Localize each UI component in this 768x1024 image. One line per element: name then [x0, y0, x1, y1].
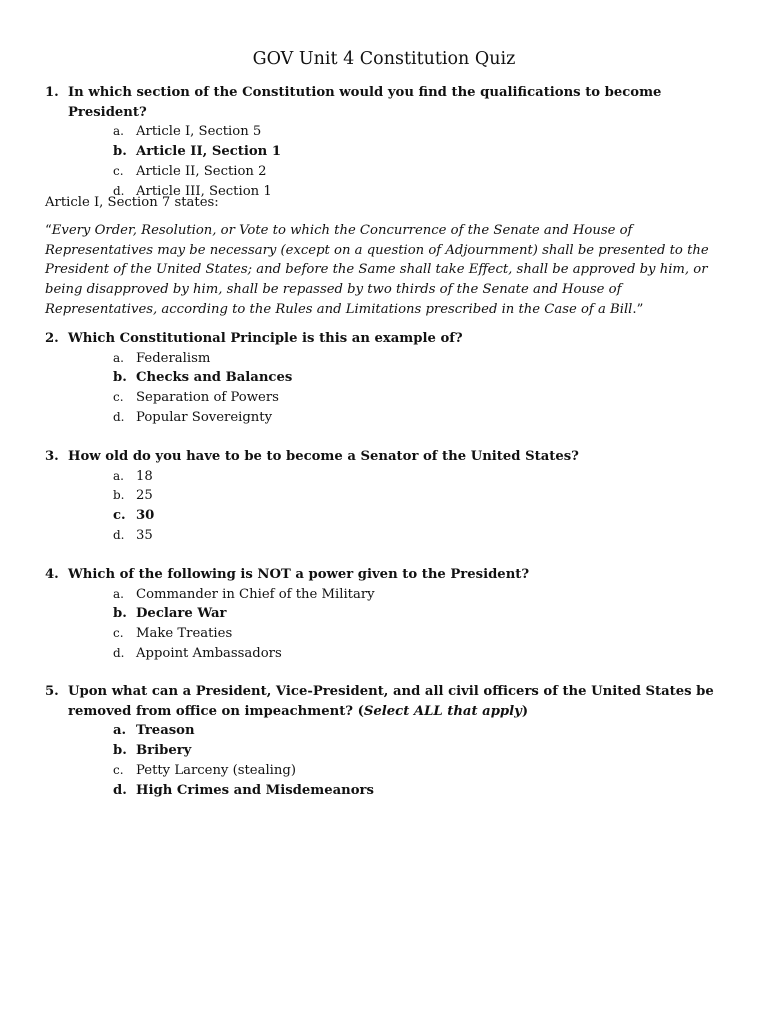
question-text: [68, 682, 725, 721]
option-b: [45, 142, 725, 162]
option-letter: a.: [113, 124, 124, 139]
option-text: 35: [136, 527, 153, 543]
option-a: [45, 122, 725, 142]
question-text: Which of the following is NOT a power given to the President?: [68, 567, 530, 582]
option-text: Checks and Balances: [136, 370, 293, 386]
option-c: [45, 506, 725, 526]
answer-options: [45, 349, 725, 428]
question-text: How old do you have to be to become a Senator of the United States?: [68, 449, 579, 464]
option-letter: b.: [113, 370, 127, 386]
option-letter: b.: [113, 144, 127, 160]
option-text: Article III, Section 1: [136, 183, 272, 199]
option-letter: b.: [113, 743, 127, 759]
option-text: Separation of Powers: [136, 390, 279, 406]
question-4-prompt: [45, 565, 725, 585]
question-number: 1.: [45, 85, 59, 100]
option-text: 18: [136, 468, 153, 484]
question-3: [45, 447, 725, 546]
option-text: Commander in Chief of the Military: [136, 586, 375, 602]
option-text: Bribery: [136, 743, 192, 759]
question-2: [45, 329, 725, 428]
option-letter: c.: [113, 390, 124, 405]
answer-options: [45, 467, 725, 546]
close-quote: .”: [632, 301, 644, 317]
question-1-prompt: [45, 83, 725, 122]
option-c: [45, 388, 725, 408]
question-3-prompt: [45, 447, 725, 467]
option-text: 30: [136, 508, 155, 524]
answer-options: [45, 122, 725, 201]
question-1: [45, 83, 725, 201]
option-letter: a.: [113, 350, 124, 365]
option-text: Petty Larceny (stealing): [136, 762, 296, 778]
question-number: 5.: [45, 684, 59, 699]
option-letter: b.: [113, 606, 127, 622]
option-c: [45, 761, 725, 781]
option-b: [45, 604, 725, 624]
option-letter: a.: [113, 723, 127, 739]
option-d: [45, 644, 725, 664]
option-letter: d.: [113, 645, 125, 660]
question-text: Which Constitutional Principle is this an example of?: [68, 331, 463, 346]
page-title: GOV Unit 4 Constitution Quiz: [252, 49, 516, 69]
question-number: 3.: [45, 449, 59, 464]
open-quote: “: [45, 223, 52, 238]
option-text: Article I, Section 5: [136, 124, 262, 140]
option-d: [45, 408, 725, 428]
passage-intro: Article I, Section 7 states:: [45, 195, 219, 210]
option-c: [45, 162, 725, 182]
option-b: [45, 486, 725, 506]
option-text: Make Treaties: [136, 626, 233, 642]
option-text: Declare War: [136, 606, 227, 622]
answer-options: [45, 585, 725, 664]
option-a: [45, 349, 725, 369]
option-text: Article II, Section 2: [136, 163, 267, 179]
option-text: Federalism: [136, 350, 211, 366]
option-text: 25: [136, 488, 153, 504]
option-letter: d.: [113, 527, 125, 542]
option-a: [45, 585, 725, 605]
question-text: In which section of the Constitution would you find the qualifications to become President?: [68, 85, 662, 120]
option-letter: c.: [113, 163, 124, 178]
option-letter: d.: [113, 409, 125, 424]
question-text-main: Upon what can a President, Vice-President, and all civil officers of the United States be removed from office on impeachment? (: [68, 684, 714, 719]
option-letter: a.: [113, 586, 124, 601]
question-number: 4.: [45, 567, 59, 582]
option-letter: c.: [113, 762, 124, 777]
option-letter: c.: [113, 508, 126, 524]
option-letter: a.: [113, 468, 124, 483]
passage-quote: [45, 221, 725, 320]
quote-body: Every Order, Resolution, or Vote to which the Concurrence of the Senate and House of Representatives may be necessary (except on a question of Adjournment) shall be presented to the President of the United States; and before the Same shall take Effect, shall be approved by him, or being disapproved by him, shall be repassed by two thirds of the Senate and House of Representatives, according to the Rules and Limitations prescribed in the Case of a Bill: [45, 223, 709, 317]
option-c: [45, 624, 725, 644]
question-5: [45, 682, 725, 800]
answer-options: [45, 721, 725, 800]
option-b: [45, 368, 725, 388]
option-a: [45, 721, 725, 741]
option-b: [45, 741, 725, 761]
option-letter: b.: [113, 488, 125, 503]
option-text: High Crimes and Misdemeanors: [136, 782, 374, 798]
select-all-note: Select ALL that apply: [363, 703, 522, 719]
question-2-prompt: [45, 329, 725, 349]
option-letter: d.: [113, 782, 127, 798]
option-text: Treason: [136, 723, 195, 739]
question-5-prompt: [45, 682, 725, 721]
option-letter: c.: [113, 626, 124, 641]
option-text: Popular Sovereignty: [136, 409, 273, 425]
option-d: [45, 526, 725, 546]
option-d: [45, 781, 725, 801]
option-text: Appoint Ambassadors: [136, 645, 282, 661]
option-letter: d.: [113, 183, 125, 198]
option-text: Article II, Section 1: [136, 144, 282, 160]
question-text-end: ): [521, 703, 529, 719]
question-number: 2.: [45, 331, 59, 346]
option-a: [45, 467, 725, 487]
question-4: [45, 565, 725, 664]
